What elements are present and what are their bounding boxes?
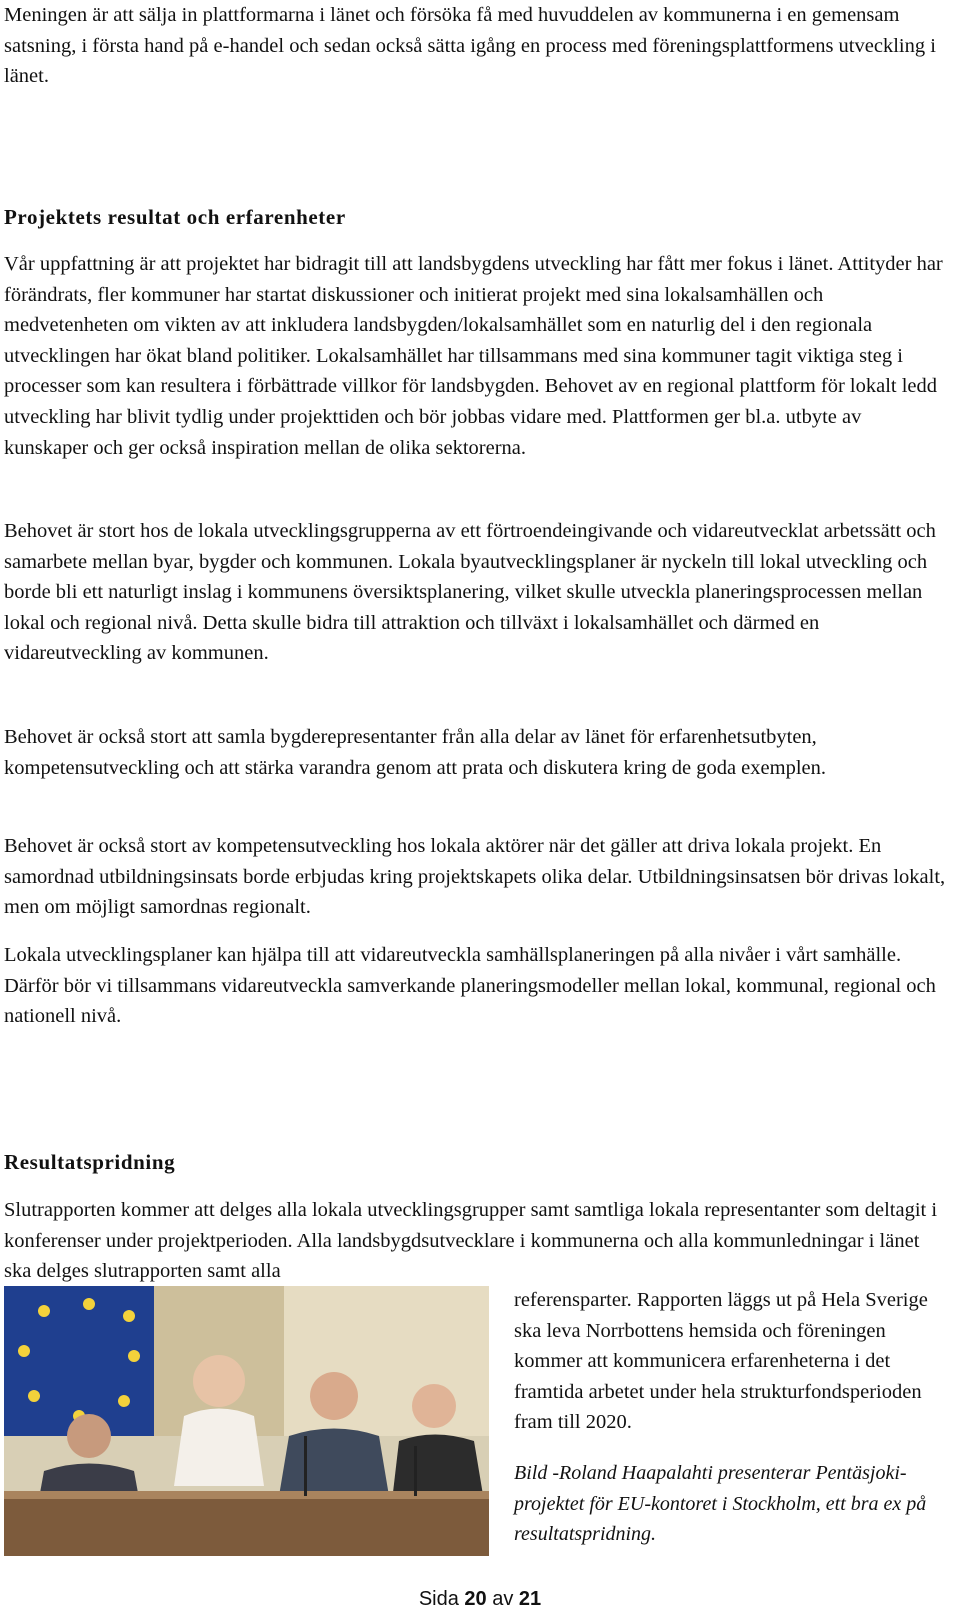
results-paragraph-4: Behovet är också stort av kompetensutveckling hos lokala aktörer när det gäller att driva lokala projekt. En samordnad utbildningsinsats borde erbjudas kring projektskapets olika delar. Utbildningsinsatsen bör drivas lokalt, men om möjligt samordnas regionalt. bbox=[4, 835, 946, 919]
page-footer bbox=[0, 1588, 960, 1611]
results-paragraph-2: Behovet är stort hos de lokala utvecklingsgrupperna av ett förtroendeingivande och vidareutvecklat arbetssätt och samarbete mellan byar, bygder och kommunen. Lokala byautvecklingsplaner är nyckeln till lokal utveckling och borde bli ett naturligt inslag i kommunens översiktsplanering, vilket skulle utveckla planeringsprocessen mellan lokal och regional nivå. Detta skulle bidra till attraktion och tillväxt i lokalsamhället och därmed en vidareutveckling av kommunen. bbox=[4, 520, 936, 665]
results-paragraph-1: Vår uppfattning är att projektet har bidragit till att landsbygdens utveckling har fått mer fokus i länet. Attityder har förändrats, fler kommuner har startat diskussioner och initierat projekt med sina lokalsamhällen och medvetenheten om vikten av att inkludera landsbygden/lokalsamhället som en naturlig del i den regionala utvecklingen har ökat bland politiker. Lokalsamhället har tillsammans med sina kommuner tagit viktiga steg i processer som kan resultera i förbättrade villkor för landsbygden. Behovet av en regional plattform för lokalt ledd utveckling har blivit tydlig under projekttiden och bör jobbas vidare med. Plattformen ger bl.a. utbyte av kunskaper och ger också inspiration mellan de olika sektorerna. bbox=[4, 253, 943, 459]
footer-total-pages: 21 bbox=[518, 1588, 542, 1610]
intro-paragraph: Meningen är att sälja in plattformarna i länet och försöka få med huvuddelen av kommunerna i en gemensam satsning, i första hand på e-handel och sedan också sätta igång en process med föreningsplattformens utveckling i länet. bbox=[4, 4, 936, 88]
results-heading: Projektets resultat och erfarenheter bbox=[4, 205, 346, 229]
conference-photo bbox=[4, 1286, 489, 1556]
footer-prefix: Sida bbox=[418, 1588, 465, 1610]
spread-paragraph-continued: referensparter. Rapporten läggs ut på Hela Sverige ska leva Norrbottens hemsida och föreningen kommer att kommunicera erfarenheterna i det framtida arbetet under hela strukturfondsperioden fram till 2020. bbox=[514, 1289, 928, 1434]
results-paragraph-3: Behovet är också stort att samla bygderepresentanter från alla delar av länet för erfarenhetsutbyten, kompetensutveckling och att stärka varandra genom att prata och diskutera kring de goda exemplen. bbox=[4, 726, 826, 779]
footer-current-page: 20 bbox=[464, 1588, 487, 1610]
spread-paragraph: Slutrapporten kommer att delges alla lokala utvecklingsgrupper samt samtliga lokala representanter som deltagit i konferenser under projektperioden. Alla landsbygdsutvecklare i kommunerna och alla kommunledningar i länet ska delges slutrapporten samt alla bbox=[4, 1199, 938, 1283]
spread-heading: Resultatspridning bbox=[4, 1150, 176, 1174]
photo-caption: Bild -Roland Haapalahti presenterar Pentäsjoki-projektet för EU-kontoret i Stockholm, ett bra ex på resultatspridning. bbox=[514, 1462, 927, 1546]
results-paragraph-5: Lokala utvecklingsplaner kan hjälpa till att vidareutveckla samhällsplaneringen på alla nivåer i vårt samhälle. Därför bör vi tillsammans vidareutveckla samverkande planeringsmodeller mellan lokal, kommunal, regional och nationell nivå. bbox=[4, 944, 936, 1028]
footer-middle: av bbox=[486, 1588, 519, 1610]
